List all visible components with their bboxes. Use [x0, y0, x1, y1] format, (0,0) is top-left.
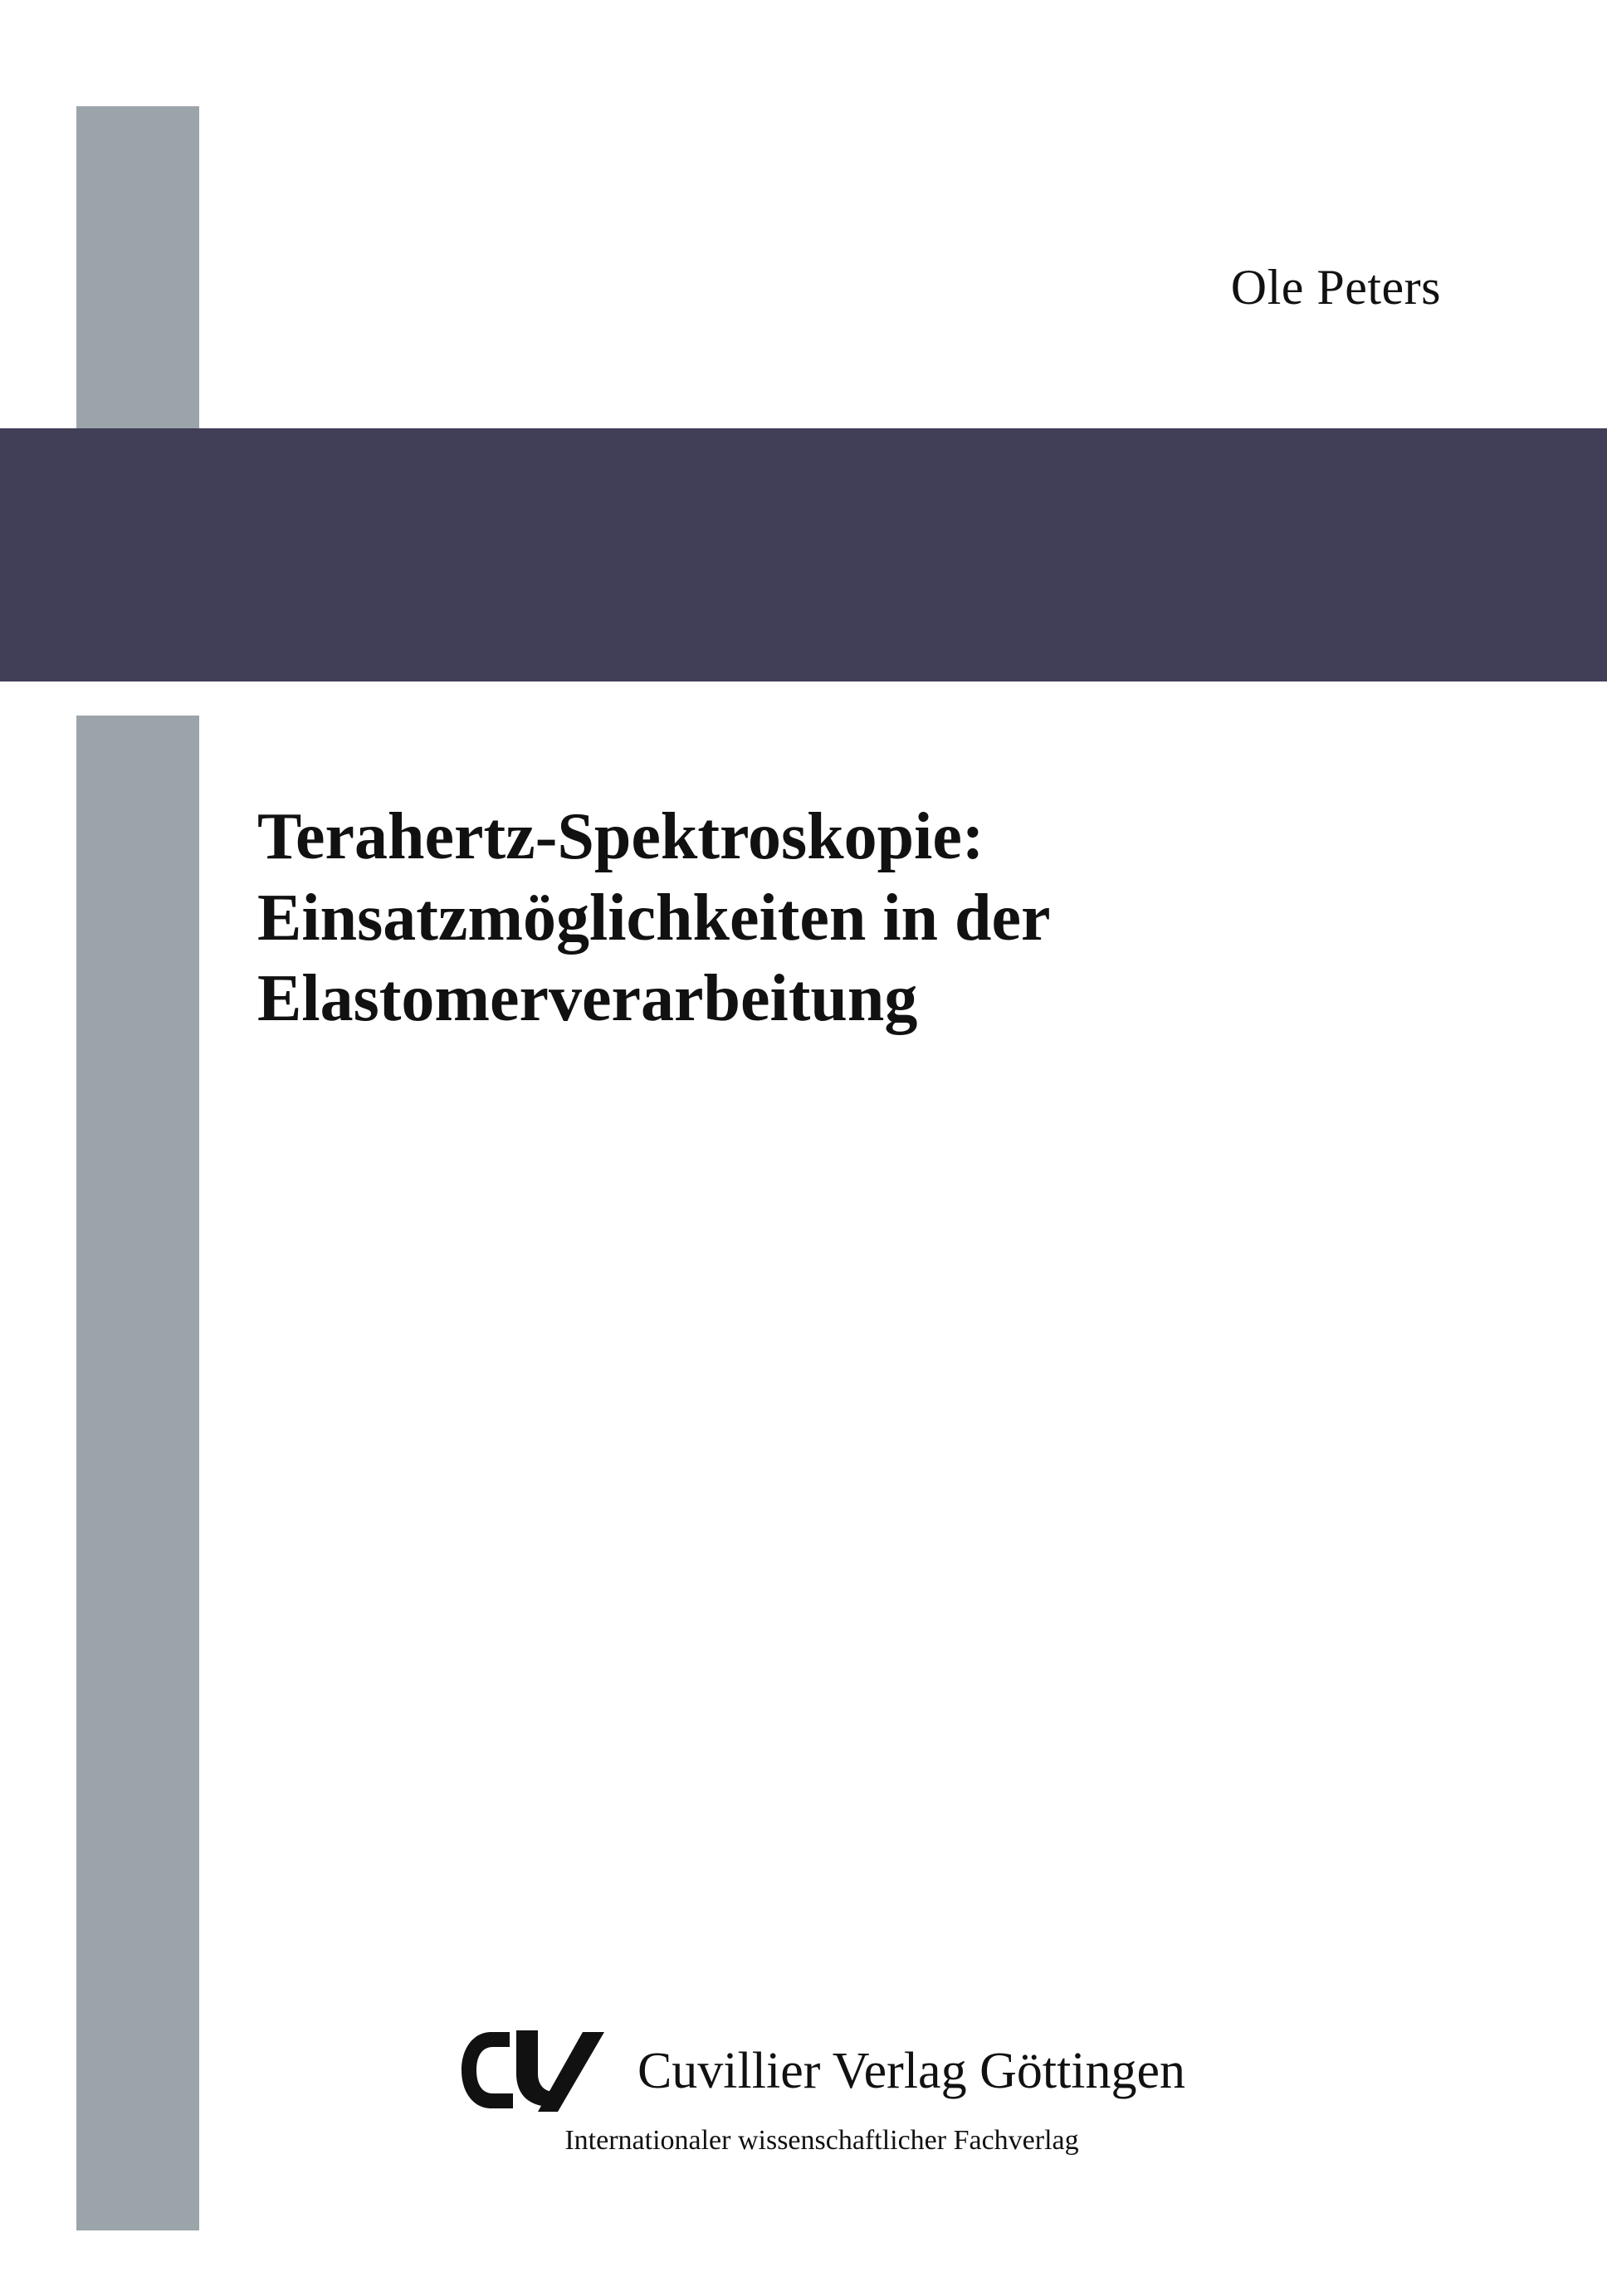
publisher-tagline: Internationaler wissenschaftlicher Fachverlag — [564, 2125, 1079, 2156]
title-line-2: Einsatzmöglichkeiten in der — [257, 881, 1051, 955]
decorative-band-dark — [0, 428, 1607, 681]
decorative-bar-left — [76, 716, 199, 2230]
publisher-block — [332, 2025, 1311, 2157]
cuvillier-logo-icon — [458, 2025, 616, 2117]
publisher-row — [458, 2025, 1185, 2117]
title-line-1: Terahertz-Spektroskopie: — [257, 800, 984, 873]
author-name: Ole Peters — [1230, 260, 1441, 315]
book-title — [257, 797, 1419, 1040]
title-line-3: Elastomerverarbeitung — [257, 962, 918, 1036]
publisher-name: Cuvillier Verlag Göttingen — [637, 2042, 1186, 2099]
decorative-bar-top-left — [76, 106, 199, 428]
